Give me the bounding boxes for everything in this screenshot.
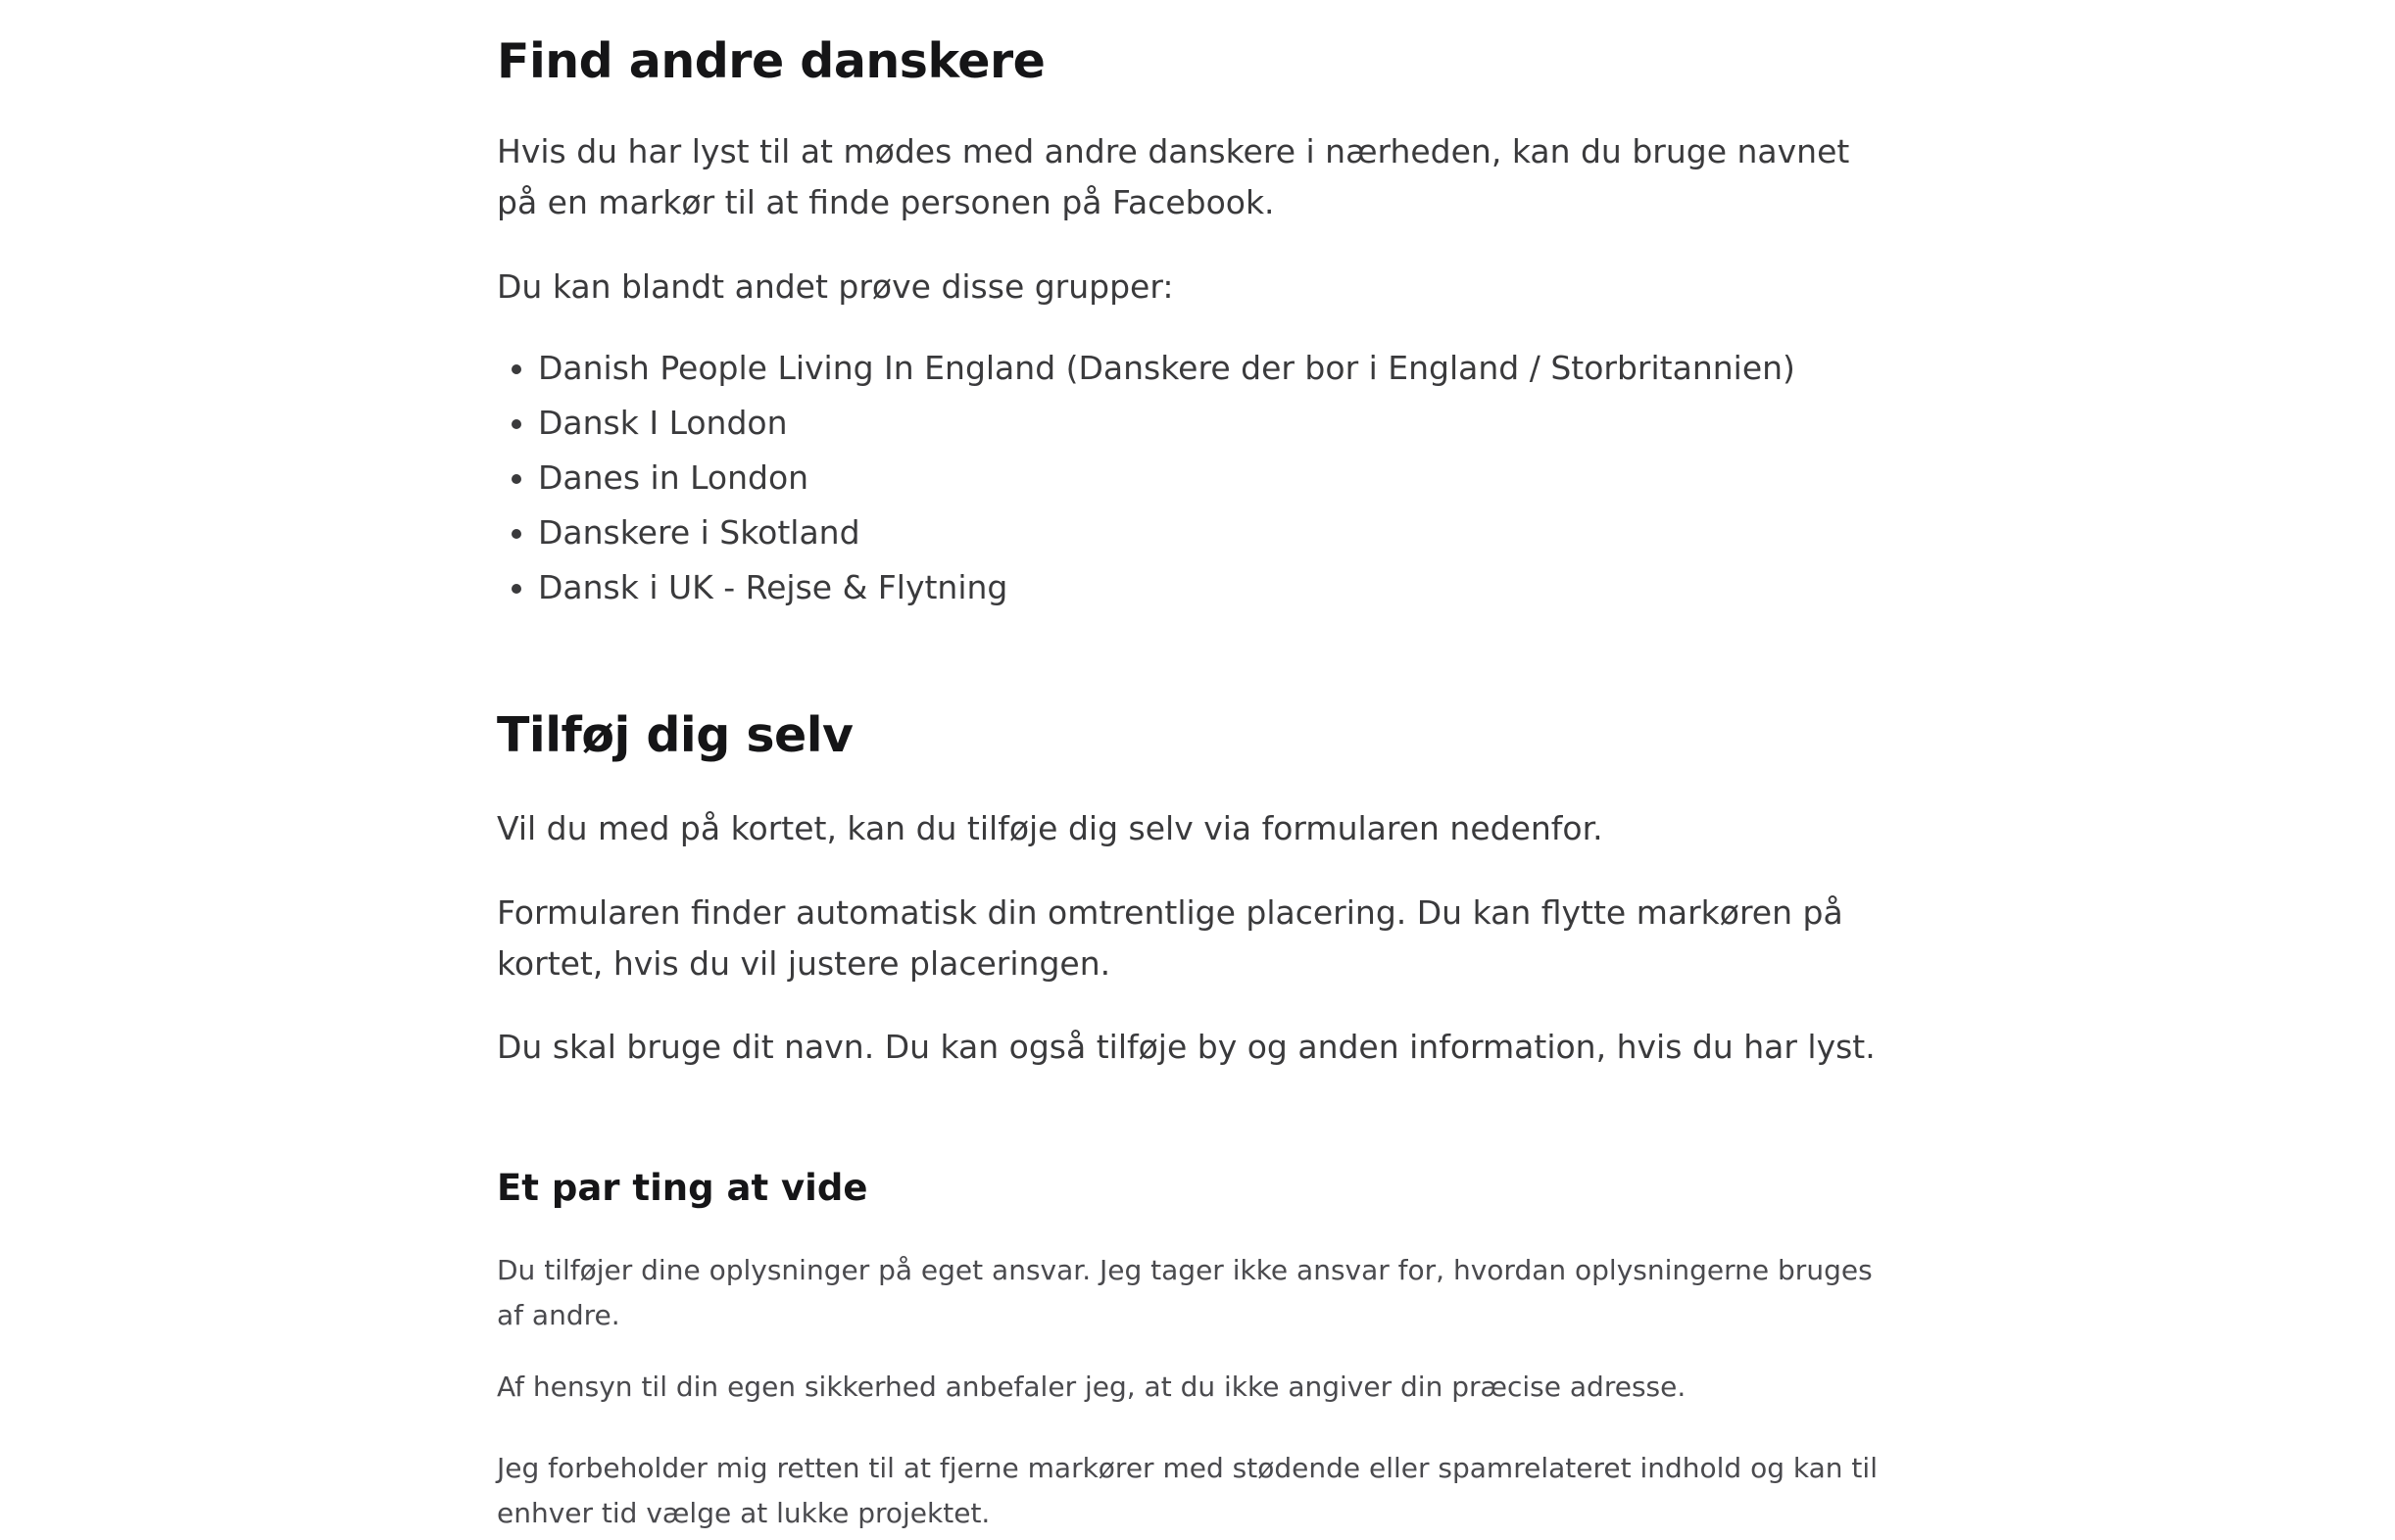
- list-item-group: • Dansk i UK - Rejse & Flytning: [538, 560, 1930, 615]
- list-item-group: • Dansk I London: [538, 396, 1930, 451]
- form-name-paragraph: Du skal bruge dit navn. Du kan også tilføje by og anden information, hvis du har lyst.: [497, 1028, 1876, 1066]
- form-location-paragraph: Formularen finder automatisk din omtrentlige placering. Du kan flytte markøren på kortet, hvis du vil justere placeringen.: [497, 893, 1843, 983]
- disclaimer-removal: Jeg forbeholder mig retten til at fjerne markører med stødende eller spamrelateret indhold og kan til enhver tid vælge at lukke projektet.: [497, 1452, 1878, 1529]
- list-item-group: • Danes in London: [538, 451, 1930, 505]
- disclaimer-address: Af hensyn til din egen sikkerhed anbefaler jeg, at du ikke angiver din præcise adresse.: [497, 1371, 1686, 1403]
- heading-find-other-danes: Find andre danskere: [497, 33, 1046, 89]
- list-item-group: • Danskere i Skotland: [538, 505, 1930, 560]
- add-intro-paragraph: Vil du med på kortet, kan du tilføje dig selv via formularen nedenfor.: [497, 809, 1603, 847]
- facebook-groups-list: [497, 341, 1930, 615]
- groups-intro-paragraph: Du kan blandt andet prøve disse grupper:: [497, 267, 1174, 306]
- disclaimer-responsibility: Du tilføjer dine oplysninger på eget ansvar. Jeg tager ikke ansvar for, hvordan oplysningerne bruges af andre.: [497, 1254, 1873, 1331]
- list-item-group: • Danish People Living In England (Danskere der bor i England / Storbritannien): [538, 341, 1930, 396]
- find-intro-paragraph: Hvis du har lyst til at mødes med andre danskere i nærheden, kan du bruge navnet på en markør til at finde personen på Facebook.: [497, 132, 1850, 221]
- heading-things-to-know: Et par ting at vide: [497, 1167, 868, 1209]
- heading-add-yourself: Tilføj dig selv: [497, 707, 854, 763]
